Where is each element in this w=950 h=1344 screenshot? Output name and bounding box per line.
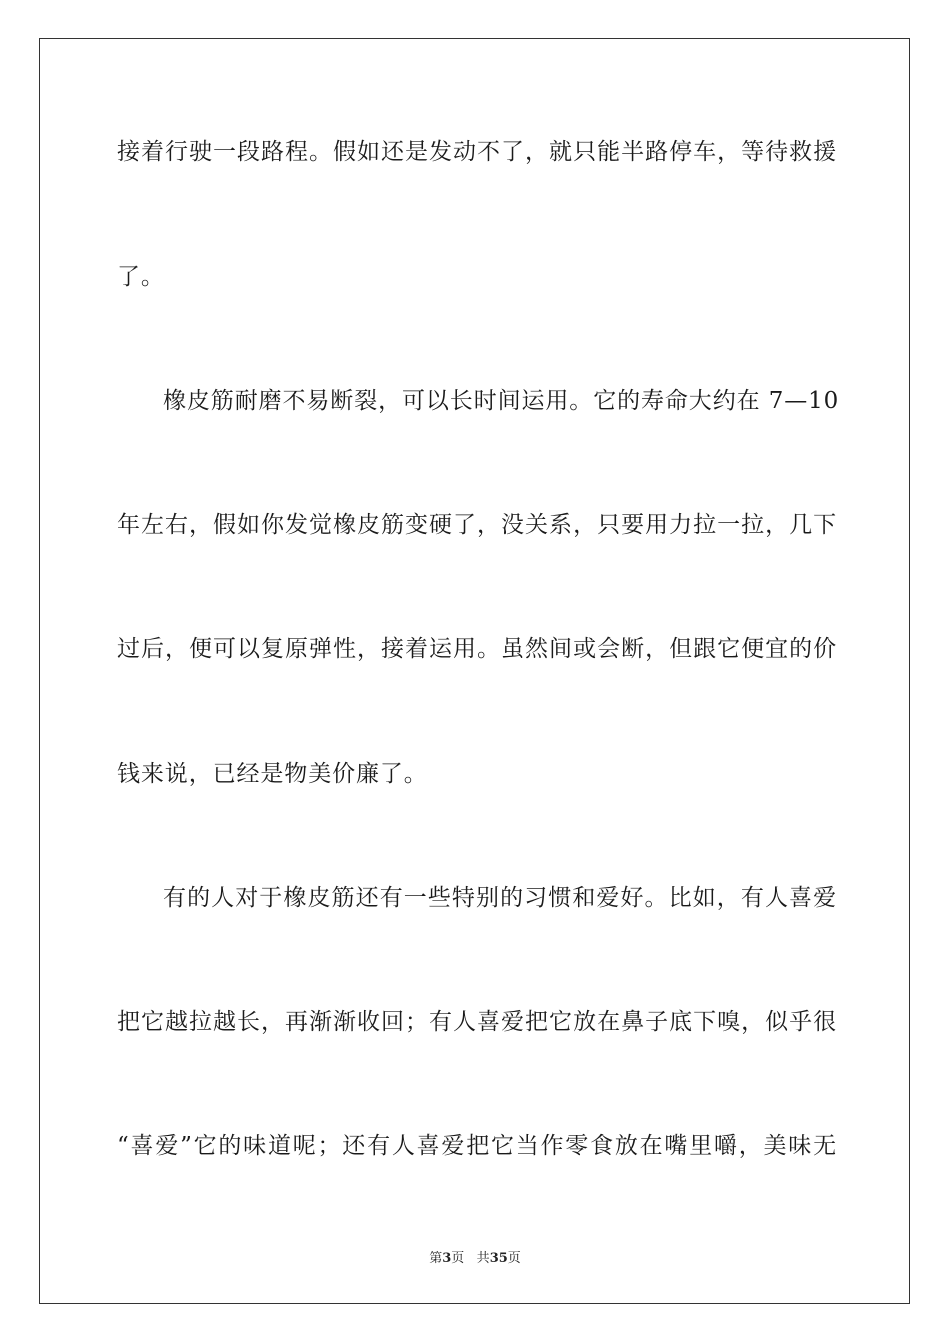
text-line-4: 年左右，假如你发觉橡皮筋变硬了，没关系，只要用力拉一拉，几下 <box>117 512 837 538</box>
total-prefix: 共 <box>476 1251 490 1266</box>
text-line-8: 把它越拉越长，再渐渐收回；有人喜爱把它放在鼻子底下嗅，似乎很 <box>117 1009 837 1035</box>
page-number: 3 <box>442 1251 452 1266</box>
page-prefix: 第 <box>429 1251 443 1266</box>
total-suffix: 页 <box>507 1251 521 1266</box>
text-line-1: 接着行驶一段路程。假如还是发动不了，就只能半路停车，等待救援 <box>117 139 837 165</box>
text-line-9: “喜爱”它的味道呢；还有人喜爱把它当作零食放在嘴里嚼，美味无 <box>117 1133 837 1159</box>
total-pages: 35 <box>489 1251 508 1266</box>
page-border <box>39 38 910 1304</box>
page-suffix: 页 <box>451 1251 465 1266</box>
text-line-6: 钱来说，已经是物美价廉了。 <box>117 761 428 787</box>
page-footer <box>0 1247 950 1266</box>
text-line-2: 了。 <box>117 264 165 290</box>
text-line-5: 过后，便可以复原弹性，接着运用。虽然间或会断，但跟它便宜的价 <box>117 636 837 662</box>
text-line-7: 有的人对于橡皮筋还有一些特别的习惯和爱好。比如，有人喜爱 <box>163 885 837 911</box>
text-line-3: 橡皮筋耐磨不易断裂，可以长时间运用。它的寿命大约在 7—10 <box>163 388 840 414</box>
